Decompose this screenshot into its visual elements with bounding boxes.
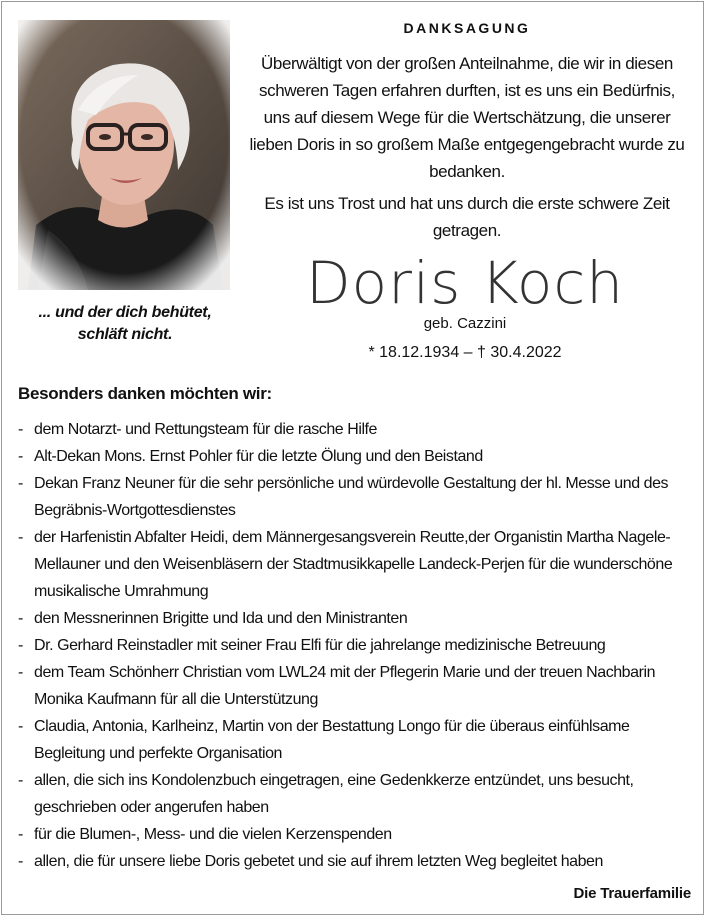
list-item: - Dr. Gerhard Reinstadler mit seiner Frau Elfi für die jahrelange medizinische Betreuung xyxy=(18,632,688,659)
signature: Die Trauerfamilie xyxy=(573,885,691,902)
list-item: - den Messnerinnen Brigitte und Ida und den Ministranten xyxy=(18,605,688,632)
quote-line-1: ... und der dich behütet, xyxy=(38,304,212,321)
list-item: - allen, die für unsere liebe Doris gebetet und sie auf ihrem letzten Weg begleitet haben xyxy=(18,848,688,875)
list-item: - der Harfenistin Abfalter Heidi, dem Männergesangsverein Reutte,der Organistin Martha Nagele-Mellauner und den Weisenbläsern der Stadtmusikkapelle Landeck-Perjen für die wunderschöne musikalische Umrahmung xyxy=(18,524,688,605)
list-item: - Alt-Dekan Mons. Ernst Pohler für die letzte Ölung und den Beistand xyxy=(18,443,688,470)
portrait-photo xyxy=(18,20,230,290)
list-item: - Dekan Franz Neuner für die sehr persönliche und würdevolle Gestaltung der hl. Messe und des Begräbnis-Wortgottesdienstes xyxy=(18,470,688,524)
thanks-list xyxy=(18,416,688,875)
intro-paragraph-1: Überwältigt von der großen Anteilnahme, die wir in diesen schweren Tagen erfahren durften, ist es uns ein Bedürfnis, uns auf diesem Wege für die Wertschätzung, die unserer lieben Doris in so großem Maße entgegengebracht wurde zu bedanken. xyxy=(249,54,685,181)
list-item: - dem Team Schönherr Christian vom LWL24 mit der Pflegerin Marie und der treuen Nachbarin Monika Kaufmann für all die Unterstützung xyxy=(18,659,688,713)
list-item: - allen, die sich ins Kondolenzbuch eingetragen, eine Gedenkkerze entzündet, uns besucht, geschrieben oder angerufen haben xyxy=(18,767,688,821)
list-item: - für die Blumen-, Mess- und die vielen Kerzenspenden xyxy=(18,821,688,848)
birth-name: geb. Cazzini xyxy=(423,315,507,332)
page-title: DANKSAGUNG xyxy=(403,20,531,36)
quote xyxy=(18,302,232,346)
quote-line-2: schläft nicht. xyxy=(77,326,173,343)
list-item: - Claudia, Antonia, Karlheinz, Martin von der Bestattung Longo für die überaus einfühlsame Begleitung und perfekte Organisation xyxy=(18,713,688,767)
intro-paragraph-2: Es ist uns Trost und hat uns durch die erste schwere Zeit getragen. xyxy=(264,194,670,240)
intro-text xyxy=(244,50,690,244)
life-dates: * 18.12.1934 – † 30.4.2022 xyxy=(368,344,562,361)
deceased-name: Doris Koch xyxy=(305,249,625,317)
thanks-heading: Besonders danken möchten wir: xyxy=(18,384,272,403)
list-item: - dem Notarzt- und Rettungsteam für die rasche Hilfe xyxy=(18,416,688,443)
